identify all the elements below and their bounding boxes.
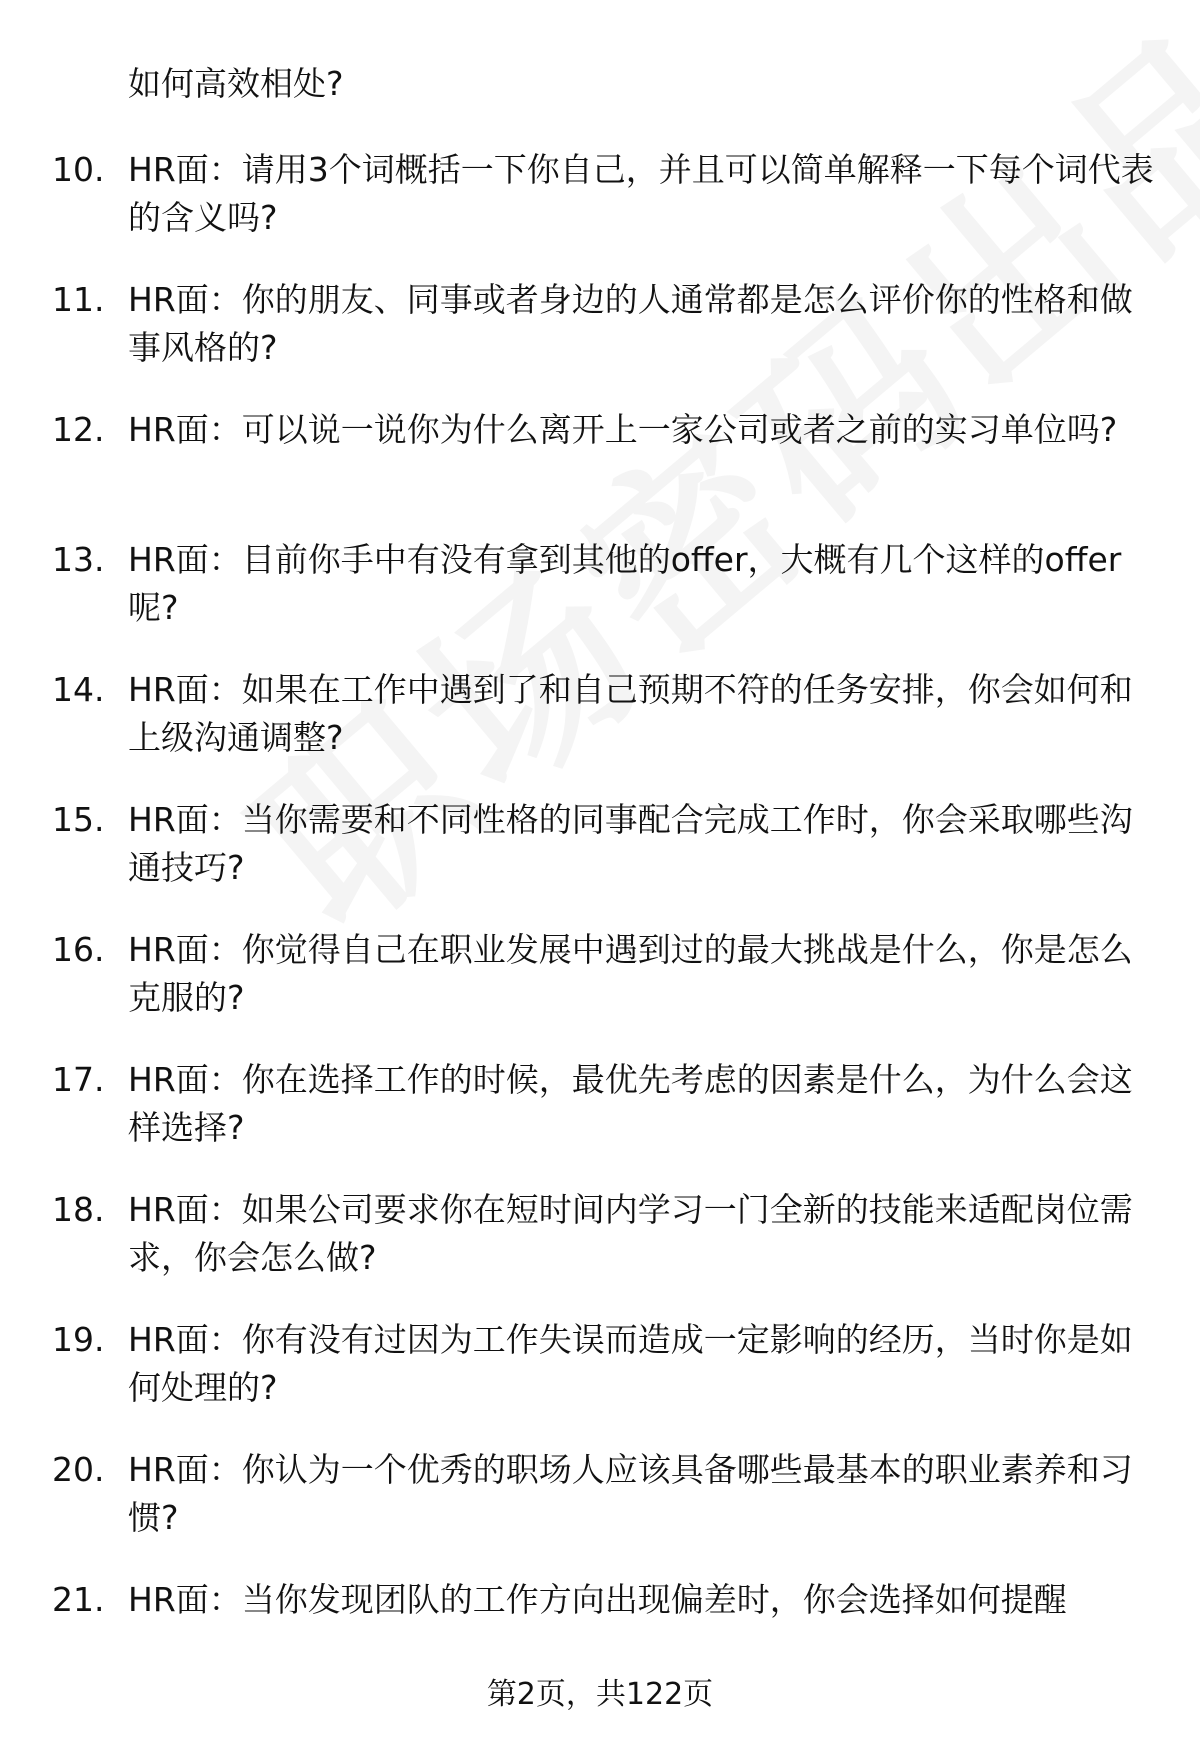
question-list bbox=[0, 146, 1200, 1706]
question-text: HR面：如果在工作中遇到了和自己预期不符的任务安排，你会如何和上级沟通调整? bbox=[128, 670, 1133, 757]
question-text: HR面：如果公司要求你在短时间内学习一门全新的技能来适配岗位需求，你会怎么做? bbox=[128, 1190, 1133, 1277]
question-item bbox=[0, 1186, 1200, 1316]
question-number: 20. bbox=[52, 1450, 105, 1489]
question-text: HR面：你有没有过因为工作失误而造成一定影响的经历，当时你是如何处理的? bbox=[128, 1320, 1133, 1407]
question-item bbox=[0, 1316, 1200, 1446]
question-text: HR面：当你需要和不同性格的同事配合完成工作时，你会采取哪些沟通技巧? bbox=[128, 800, 1133, 887]
question-item bbox=[0, 926, 1200, 1056]
question-number: 17. bbox=[52, 1060, 105, 1099]
question-item bbox=[0, 666, 1200, 796]
question-number: 21. bbox=[52, 1580, 105, 1619]
question-number: 16. bbox=[52, 930, 105, 969]
question-text: HR面：你觉得自己在职业发展中遇到过的最大挑战是什么，你是怎么克服的? bbox=[128, 930, 1133, 1017]
question-number: 19. bbox=[52, 1320, 105, 1359]
question-text: HR面：当你发现团队的工作方向出现偏差时，你会选择如何提醒 bbox=[128, 1580, 1067, 1619]
question-number: 11. bbox=[52, 280, 105, 319]
question-text: HR面：你的朋友、同事或者身边的人通常都是怎么评价你的性格和做事风格的? bbox=[128, 280, 1133, 367]
question-number: 18. bbox=[52, 1190, 105, 1229]
question-number: 13. bbox=[52, 540, 105, 579]
question-text: HR面：请用3个词概括一下你自己，并且可以简单解释一下每个词代表的含义吗? bbox=[128, 150, 1154, 237]
question-item bbox=[0, 1056, 1200, 1186]
question-number: 14. bbox=[52, 670, 105, 709]
question-text: HR面：你在选择工作的时候，最优先考虑的因素是什么，为什么会这样选择? bbox=[128, 1060, 1133, 1147]
question-number: 15. bbox=[52, 800, 105, 839]
question-item bbox=[0, 276, 1200, 406]
question-number: 10. bbox=[52, 150, 105, 189]
question-item bbox=[0, 536, 1200, 666]
question-item bbox=[0, 146, 1200, 276]
question-item bbox=[0, 796, 1200, 926]
continuation-text: 如何高效相处? bbox=[128, 64, 344, 103]
question-item bbox=[0, 1446, 1200, 1576]
question-number: 12. bbox=[52, 410, 105, 449]
page-footer: 第2页，共122页 bbox=[486, 1677, 714, 1712]
question-text: HR面：你认为一个优秀的职场人应该具备哪些最基本的职业素养和习惯? bbox=[128, 1450, 1133, 1537]
question-text: HR面：可以说一说你为什么离开上一家公司或者之前的实习单位吗? bbox=[128, 410, 1118, 449]
question-text: HR面：目前你手中有没有拿到其他的offer，大概有几个这样的offer呢? bbox=[128, 540, 1122, 627]
question-item bbox=[0, 406, 1200, 536]
